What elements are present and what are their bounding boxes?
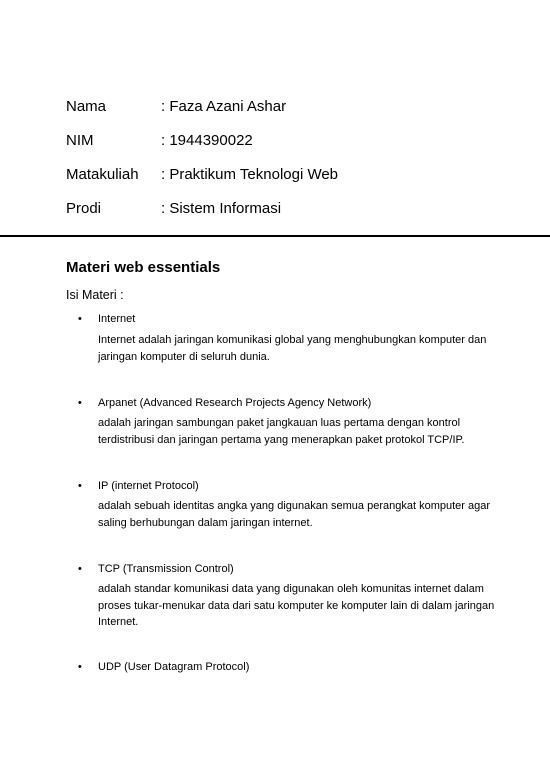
bullet-icon: • (78, 480, 82, 492)
bullet-icon: • (78, 661, 82, 673)
section-divider (0, 235, 550, 237)
section-subtitle: Isi Materi : (66, 288, 124, 302)
list-item-description: adalah sebuah identitas angka yang digunakan semua perangkat komputer agar saling berhubungan dalam jaringan internet. (98, 500, 490, 529)
info-value: : Sistem Informasi (161, 200, 282, 217)
list-item-term: UDP (User Datagram Protocol) (98, 661, 250, 673)
section-title: Materi web essentials (66, 259, 221, 276)
info-value: : Praktikum Teknologi Web (161, 166, 339, 183)
list-item-term: Internet (98, 313, 136, 325)
info-label: Nama (66, 98, 107, 115)
info-label: Matakuliah (66, 166, 139, 183)
bullet-icon: • (78, 397, 82, 409)
list-item-term: TCP (Transmission Control) (98, 563, 234, 575)
bullet-icon: • (78, 563, 82, 575)
list-item-term: IP (internet Protocol) (98, 480, 199, 492)
bullet-icon: • (78, 313, 82, 325)
list-item-description: adalah standar komunikasi data yang digunakan oleh komunitas internet dalam proses tukar-menukar data dari satu komputer ke komputer lain di dalam jaringan Internet. (98, 583, 495, 628)
list-item-term: Arpanet (Advanced Research Projects Agency Network) (98, 397, 372, 409)
info-label: NIM (66, 132, 94, 149)
info-value: : 1944390022 (161, 132, 253, 149)
info-value: : Faza Azani Ashar (161, 98, 287, 115)
info-label: Prodi (66, 200, 102, 217)
list-item-description: Internet adalah jaringan komunikasi global yang menghubungkan komputer dan jaringan komputer di seluruh dunia. (98, 334, 487, 363)
list-item-description: adalah jaringan sambungan paket jangkauan luas pertama dengan kontrol terdistribusi dan jaringan pertama yang menerapkan paket protokol TCP/IP. (98, 417, 465, 446)
